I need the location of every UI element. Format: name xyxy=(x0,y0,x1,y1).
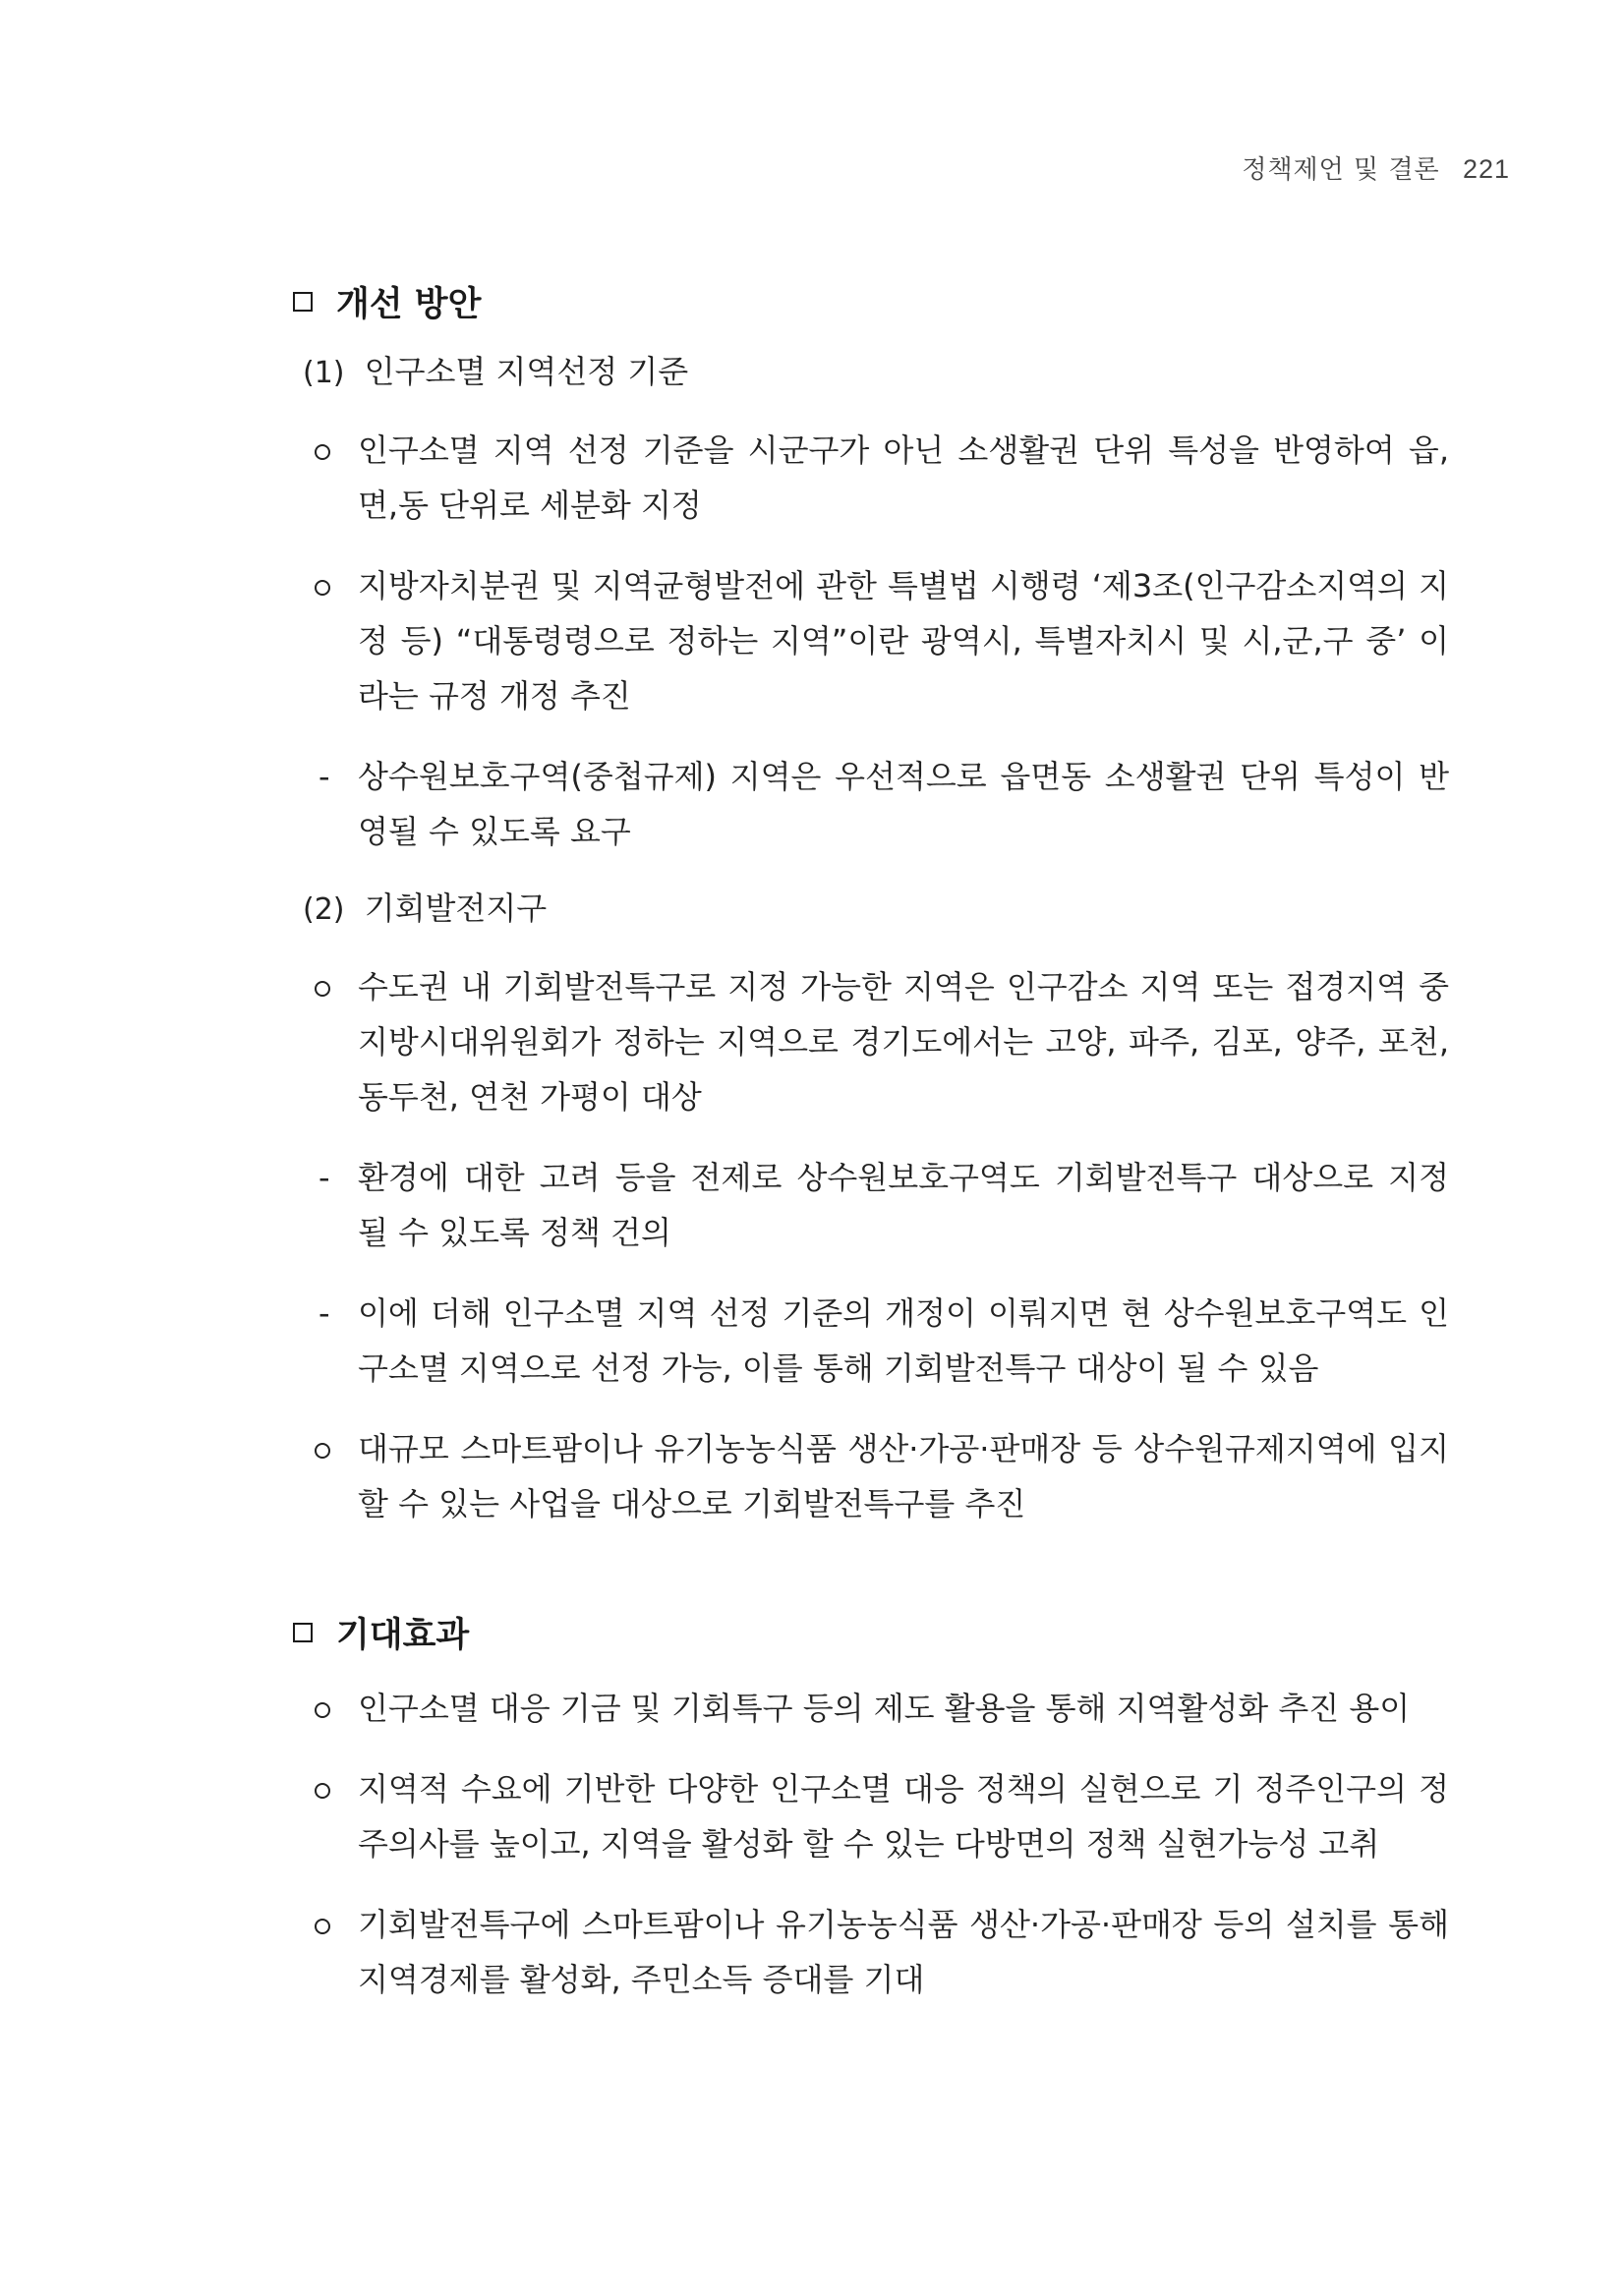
list-item xyxy=(297,423,1449,533)
list-item xyxy=(297,1421,1449,1531)
list-item-text: 환경에 대한 고려 등을 전제로 상수원보호구역도 기회발전특구 대상으로 지정 될 수 있도록 정책 건의 xyxy=(358,1159,1449,1251)
sub-heading-title: 인구소멸 지역선정 기준 xyxy=(364,353,689,390)
list-item-text: 이에 더해 인구소멸 지역 선정 기준의 개정이 이뤄지면 현 상수원보호구역도 인구소멸 지역으로 선정 가능, 이를 통해 기회발전특구 대상이 될 수 있음 xyxy=(358,1294,1449,1387)
list-item xyxy=(297,749,1449,859)
list-item-text: 인구소멸 대응 기금 및 기회특구 등의 제도 활용을 통해 지역활성화 추진 용이 xyxy=(358,1690,1411,1727)
list-item xyxy=(297,1761,1449,1871)
dash-bullet: - xyxy=(319,758,330,795)
list-item xyxy=(297,558,1449,723)
page-number: 221 xyxy=(1462,154,1510,184)
list-item-text: 지방자치분권 및 지역균형발전에 관한 특별법 시행령 ‘제3조(인구감소지역의 지정 등) “대통령령으로 정하는 지역”이란 광역시, 특별자치시 및 시,군,구 중’ 이라는 규정 개정 추진 xyxy=(358,567,1449,715)
sub-heading-title: 기회발전지구 xyxy=(364,890,548,927)
running-header-title: 정책제언 및 결론 xyxy=(1242,155,1440,185)
sub-heading-number: (1) xyxy=(303,356,345,390)
dash-bullet: - xyxy=(319,1159,330,1196)
list-item-text: 수도권 내 기회발전특구로 지정 가능한 지역은 인구감소 지역 또는 접경지역 중 지방시대위원회가 정하는 지역으로 경기도에서는 고양, 파주, 김포, 양주, 포천, 동두천, 연천 가평이 대상 xyxy=(358,968,1449,1116)
checkbox-square-icon xyxy=(293,292,313,312)
section-heading-text: 기대효과 xyxy=(336,1616,470,1655)
list-item xyxy=(297,1897,1449,2007)
section-heading-improvement xyxy=(293,277,1449,326)
document-body xyxy=(297,277,1449,2007)
list-item-text: 지역적 수요에 기반한 다양한 인구소멸 대응 정책의 실현으로 기 정주인구의 정주의사를 높이고, 지역을 활성화 할 수 있는 다방면의 정책 실현가능성 고취 xyxy=(358,1770,1449,1863)
running-header xyxy=(1242,149,1510,186)
list-item xyxy=(297,1681,1449,1736)
list-item-text: 기회발전특구에 스마트팜이나 유기농농식품 생산·가공·판매장 등의 설치를 통해 지역경제를 활성화, 주민소득 증대를 기대 xyxy=(358,1906,1449,1998)
sub-heading-2 xyxy=(303,881,1449,938)
list-item-text: 상수원보호구역(중첩규제) 지역은 우선적으로 읍면동 소생활권 단위 특성이 반영될 수 있도록 요구 xyxy=(358,758,1449,850)
sub-heading-number: (2) xyxy=(303,892,345,927)
list-item xyxy=(297,1286,1449,1396)
dash-bullet: - xyxy=(319,1294,330,1332)
section-heading-text: 개선 방안 xyxy=(336,285,482,324)
list-item xyxy=(297,959,1449,1124)
list-item xyxy=(297,1150,1449,1260)
list-item-text: 대규모 스마트팜이나 유기농농식품 생산·가공·판매장 등 상수원규제지역에 입지할 수 있는 사업을 대상으로 기회발전특구를 추진 xyxy=(358,1430,1449,1522)
list-item-text: 인구소멸 지역 선정 기준을 시군구가 아닌 소생활권 단위 특성을 반영하여 읍, 면,동 단위로 세분화 지정 xyxy=(358,431,1449,524)
checkbox-square-icon xyxy=(293,1623,313,1642)
section-heading-expected-effects xyxy=(293,1608,1449,1657)
sub-heading-1 xyxy=(303,344,1449,401)
